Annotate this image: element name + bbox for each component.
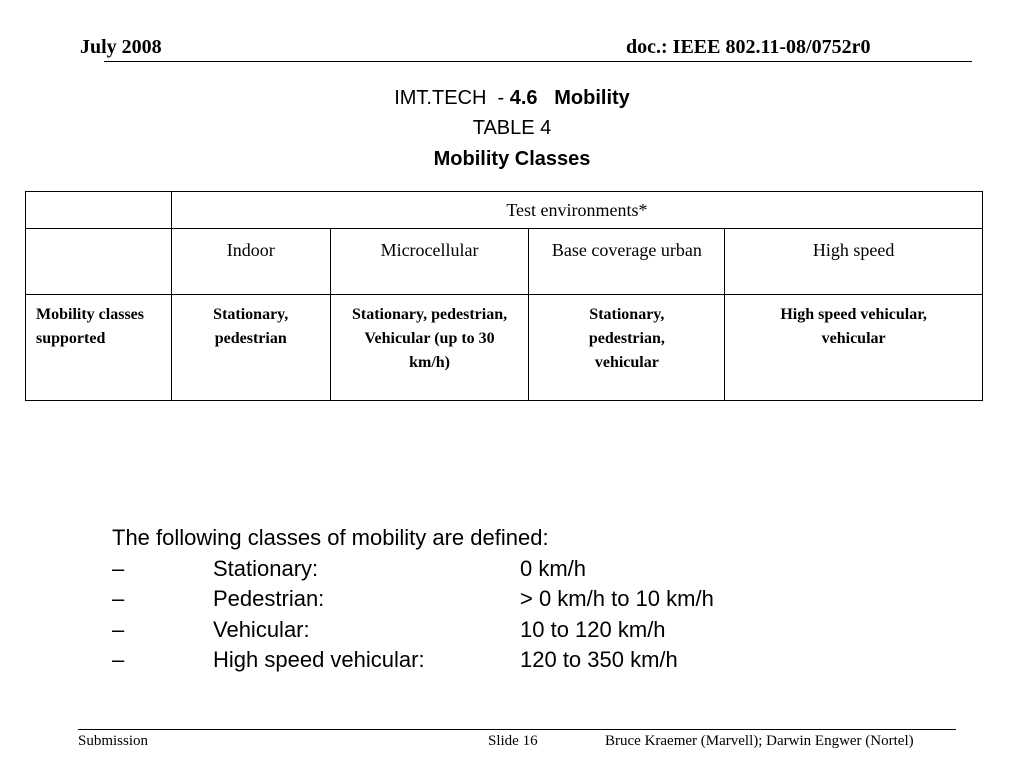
header-doc-id: doc.: IEEE 802.11-08/0752r0 [626, 36, 871, 58]
row-header-mobility-classes: Mobility classes supported [26, 295, 172, 401]
column-header-microcellular: Microcellular [330, 229, 529, 295]
group-header-cell: Test environments* [171, 192, 982, 229]
table-row-mobility-classes [26, 295, 983, 401]
footer-slide-number: Slide 16 [488, 733, 538, 749]
mobility-classes-table [25, 191, 983, 401]
title-section-number: 4.6 [509, 87, 538, 109]
slide-title [0, 87, 1024, 110]
definitions-intro: The following classes of mobility are defined: [112, 525, 549, 550]
mobility-definitions [112, 523, 714, 676]
definition-value: 0 km/h [520, 555, 587, 581]
table-empty-cell [26, 229, 172, 295]
title-section-name: Mobility [554, 87, 630, 109]
definition-item [112, 584, 714, 615]
column-header-high-speed: High speed [725, 229, 983, 295]
cell-base-coverage-urban: Stationary, pedestrian, vehicular [529, 295, 725, 401]
definition-value: 10 to 120 km/h [520, 616, 666, 642]
definition-item [112, 615, 666, 646]
dash-bullet: – [112, 555, 125, 581]
table-row-column-headers [26, 229, 983, 295]
table-corner-cell [26, 192, 172, 229]
dash-bullet: – [112, 616, 125, 642]
definition-name: Stationary: [213, 555, 319, 581]
dash-bullet: – [112, 647, 125, 672]
title-prefix: IMT.TECH - [394, 87, 510, 109]
column-header-base-coverage-urban: Base coverage urban [529, 229, 725, 295]
footer-authors: Bruce Kraemer (Marvell); Darwin Engwer (Nortel) [605, 733, 914, 749]
table-row-group-header [26, 192, 983, 229]
table-number: TABLE 4 [472, 117, 552, 139]
header-date: July 2008 [80, 36, 162, 58]
table-caption: Mobility Classes [433, 148, 591, 170]
definition-value: 120 to 350 km/h [520, 647, 678, 672]
definition-name: Vehicular: [213, 616, 310, 642]
cell-high-speed: High speed vehicular, vehicular [725, 295, 983, 401]
definition-value: > 0 km/h to 10 km/h [520, 586, 714, 611]
footer-submission: Submission [78, 733, 149, 749]
definition-item [112, 554, 587, 585]
column-header-indoor: Indoor [171, 229, 330, 295]
definition-name: High speed vehicular: [213, 647, 425, 672]
footer-rule [78, 729, 956, 730]
header-rule [104, 61, 972, 62]
cell-microcellular: Stationary, pedestrian, Vehicular (up to 30 km/h) [330, 295, 529, 401]
definition-item [112, 645, 678, 676]
cell-indoor: Stationary, pedestrian [171, 295, 330, 401]
dash-bullet: – [112, 586, 125, 611]
definition-name: Pedestrian: [213, 586, 325, 611]
